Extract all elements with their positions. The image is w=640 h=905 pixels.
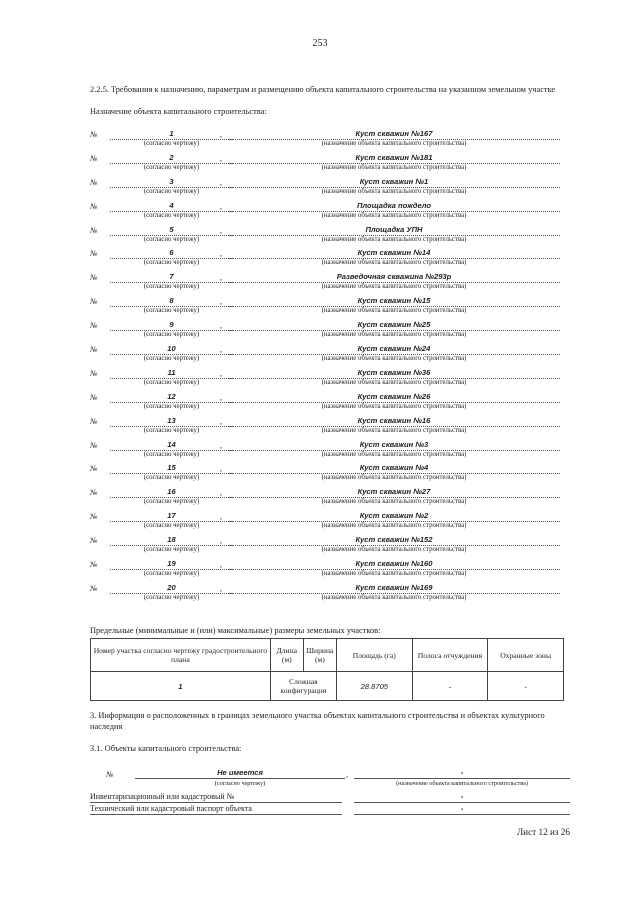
object-purpose: Куст скважин №25 xyxy=(228,320,560,331)
object-row xyxy=(90,127,560,151)
field-inventory-number xyxy=(90,792,570,803)
object-number: 14 xyxy=(110,440,233,451)
object-number: 18 xyxy=(110,535,233,546)
object-comma: , xyxy=(220,249,222,259)
object-no-label: № xyxy=(90,153,98,163)
caption-drawing: (согласно чертежу) xyxy=(143,522,200,530)
caption-purpose: (назначение объекта капитального строительства) xyxy=(321,546,467,554)
field-label: Технический или кадастровый паспорт объекта xyxy=(90,804,342,815)
objects-list xyxy=(90,127,560,605)
caption-drawing: (согласно чертежу) xyxy=(143,474,200,482)
field-technical-passport xyxy=(90,804,570,815)
object-no-label: № xyxy=(90,225,98,235)
object-no-label: № xyxy=(90,440,98,450)
object-purpose: Куст скважин №4 xyxy=(228,463,560,474)
caption-drawing: (согласно чертежу) xyxy=(143,140,200,147)
object-row xyxy=(90,246,560,270)
capital-object-comma: , xyxy=(346,770,348,779)
caption-drawing: (согласно чертежу) xyxy=(143,331,200,339)
caption-drawing: (согласно чертежу) xyxy=(143,593,200,601)
object-comma: , xyxy=(220,392,222,402)
object-number: 20 xyxy=(110,583,233,594)
caption-drawing: (согласно чертежу) xyxy=(143,402,200,410)
object-no-label: № xyxy=(90,536,98,546)
object-purpose: Куст скважин №26 xyxy=(228,392,560,403)
caption-purpose: (назначение объекта капитального строительства) xyxy=(321,187,467,195)
caption-purpose: (назначение объекта капитального строительства) xyxy=(321,570,467,578)
caption-purpose: (назначение объекта капитального строительства) xyxy=(321,235,467,243)
object-comma: , xyxy=(220,225,222,235)
object-number: 13 xyxy=(110,416,233,427)
object-row xyxy=(90,461,560,485)
sizes-data-row xyxy=(91,672,564,701)
object-row xyxy=(90,223,560,247)
caption-purpose: (назначение объекта капитального строительства) xyxy=(321,593,467,601)
object-row xyxy=(90,366,560,390)
object-number: 7 xyxy=(110,272,233,283)
object-no-label: № xyxy=(90,345,98,355)
object-row xyxy=(90,175,560,199)
caption-purpose: (назначение объекта капитального строительства) xyxy=(321,474,467,482)
info-heading: 3. Информация о расположенных в границах земельного участка объектах капитального строительства и объектах культурного наследия xyxy=(90,711,545,731)
object-number: 2 xyxy=(110,153,233,164)
caption-drawing: (согласно чертежу) xyxy=(143,450,200,458)
header-length: Длина (м) xyxy=(270,639,303,672)
object-comma: , xyxy=(220,536,222,546)
object-purpose: Куст скважин №160 xyxy=(228,559,560,570)
object-comma: , xyxy=(220,345,222,355)
object-comma: , xyxy=(220,512,222,522)
caption-drawing: (согласно чертежу) xyxy=(143,355,200,363)
caption-drawing: (согласно чертежу) xyxy=(143,259,200,267)
object-no-label: № xyxy=(90,201,98,211)
caption-drawing: (согласно чертежу) xyxy=(143,498,200,506)
object-number: 4 xyxy=(110,201,233,212)
object-comma: , xyxy=(220,201,222,211)
object-comma: , xyxy=(220,153,222,163)
caption-purpose: (назначение объекта капитального строительства) xyxy=(321,355,467,363)
object-purpose: Разведочная скважина №293р xyxy=(228,272,560,283)
object-comma: , xyxy=(220,416,222,426)
header-strip: Полоса отчуждения xyxy=(412,639,488,672)
capital-object-no: № xyxy=(106,770,114,779)
object-number: 1 xyxy=(110,129,233,140)
object-no-label: № xyxy=(90,177,98,187)
sizes-table xyxy=(90,638,564,701)
object-row xyxy=(90,533,560,557)
object-number: 5 xyxy=(110,225,233,236)
sizes-header-row xyxy=(91,639,564,672)
object-no-label: № xyxy=(90,321,98,331)
object-number: 6 xyxy=(110,248,233,259)
object-no-label: № xyxy=(90,512,98,522)
caption-purpose: (назначение объекта капитального строительства) xyxy=(321,283,467,291)
caption-purpose: (назначение объекта капитального строительства) xyxy=(321,331,467,339)
object-row xyxy=(90,581,560,605)
object-purpose: Куст скважин №3 xyxy=(228,440,560,451)
caption-drawing: (согласно чертежу) xyxy=(143,187,200,195)
caption-drawing: (согласно чертежу) xyxy=(143,570,200,578)
caption-purpose: (назначение объекта капитального строительства) xyxy=(321,402,467,410)
section-heading: 2.2.5. Требования к назначению, параметрам и размещению объекта капитального строительства на указанном земельном участке xyxy=(90,85,556,94)
object-no-label: № xyxy=(90,560,98,570)
capital-object xyxy=(90,766,570,790)
object-no-label: № xyxy=(90,368,98,378)
caption-purpose: (назначение объекта капитального строительства) xyxy=(321,211,467,219)
caption-purpose: (назначение объекта капитального строительства) xyxy=(321,522,467,530)
caption-purpose: (назначение объекта капитального строительства) xyxy=(321,378,467,386)
object-comma: , xyxy=(220,488,222,498)
object-number: 17 xyxy=(110,511,233,522)
purpose-heading: Назначение объекта капитального строительства: xyxy=(90,107,267,116)
object-row xyxy=(90,414,560,438)
object-purpose: Куст скважин №2 xyxy=(228,511,560,522)
object-number: 16 xyxy=(110,487,233,498)
object-no-label: № xyxy=(90,416,98,426)
object-no-label: № xyxy=(90,273,98,283)
object-no-label: № xyxy=(90,488,98,498)
object-purpose: Куст скважин №16 xyxy=(228,416,560,427)
object-purpose: Куст скважин №1 xyxy=(228,177,560,188)
object-number: 12 xyxy=(110,392,233,403)
capital-object-num: Не имеется xyxy=(135,768,345,779)
object-comma: , xyxy=(220,297,222,307)
field-value: - xyxy=(354,792,570,803)
capital-object-name: - xyxy=(354,768,570,779)
caption-purpose: (назначение объекта капитального строительства) xyxy=(321,450,467,458)
sheet-footer: Лист 12 из 26 xyxy=(516,827,570,837)
object-comma: , xyxy=(220,130,222,139)
caption-drawing: (согласно чертежу) xyxy=(143,235,200,243)
header-plot-number: Номер участка согласно чертежу градостроительного плана xyxy=(91,639,271,672)
capital-heading: 3.1. Объекты капитального строительства: xyxy=(90,744,242,753)
cell-area: 28.8705 xyxy=(336,672,412,701)
object-comma: , xyxy=(220,273,222,283)
object-number: 9 xyxy=(110,320,233,331)
object-comma: , xyxy=(220,560,222,570)
capital-caption-drawing: (согласно чертежу) xyxy=(214,780,266,787)
sizes-title: Предельные (минимальные и (или) максимальные) размеры земельных участков: xyxy=(90,626,381,635)
object-row xyxy=(90,438,560,462)
caption-drawing: (согласно чертежу) xyxy=(143,307,200,315)
caption-purpose: (назначение объекта капитального строительства) xyxy=(321,259,467,267)
object-number: 11 xyxy=(110,368,233,379)
caption-purpose: (назначение объекта капитального строительства) xyxy=(321,163,467,171)
caption-purpose: (назначение объекта капитального строительства) xyxy=(321,140,467,147)
object-row xyxy=(90,270,560,294)
cell-shape: Сложная конфигурация xyxy=(270,672,336,701)
object-purpose: Куст скважин №169 xyxy=(228,583,560,594)
page-number: 253 xyxy=(312,38,328,49)
cell-plot-number: 1 xyxy=(91,672,271,701)
header-zones: Охранные зоны xyxy=(488,639,564,672)
object-no-label: № xyxy=(90,249,98,259)
caption-drawing: (согласно чертежу) xyxy=(143,163,200,171)
object-row xyxy=(90,509,560,533)
object-purpose: Куст скважин №24 xyxy=(228,344,560,355)
field-label: Инвентаризационный или кадастровый № xyxy=(90,792,342,803)
caption-drawing: (согласно чертежу) xyxy=(143,211,200,219)
object-purpose: Куст скважин №27 xyxy=(228,487,560,498)
object-no-label: № xyxy=(90,130,98,139)
object-purpose: Куст скважин №14 xyxy=(228,248,560,259)
header-area: Площадь (га) xyxy=(336,639,412,672)
caption-purpose: (назначение объекта капитального строительства) xyxy=(321,307,467,315)
object-row xyxy=(90,151,560,175)
object-number: 10 xyxy=(110,344,233,355)
object-number: 15 xyxy=(110,463,233,474)
caption-purpose: (назначение объекта капитального строительства) xyxy=(321,426,467,434)
object-purpose: Площадка УПН xyxy=(228,225,560,236)
object-no-label: № xyxy=(90,464,98,474)
object-purpose: Куст скважин №181 xyxy=(228,153,560,164)
caption-drawing: (согласно чертежу) xyxy=(143,378,200,386)
object-no-label: № xyxy=(90,297,98,307)
object-purpose: Куст скважин №152 xyxy=(228,535,560,546)
object-comma: , xyxy=(220,583,222,593)
header-width: Ширина (м) xyxy=(303,639,336,672)
capital-caption-purpose: (назначение объекта капитального строительства) xyxy=(396,780,528,787)
object-row xyxy=(90,199,560,223)
object-comma: , xyxy=(220,368,222,378)
object-comma: , xyxy=(220,440,222,450)
object-row xyxy=(90,342,560,366)
object-number: 19 xyxy=(110,559,233,570)
caption-drawing: (согласно чертежу) xyxy=(143,283,200,291)
object-comma: , xyxy=(220,177,222,187)
object-row xyxy=(90,557,560,581)
object-comma: , xyxy=(220,464,222,474)
object-row xyxy=(90,294,560,318)
object-row xyxy=(90,485,560,509)
caption-drawing: (согласно чертежу) xyxy=(143,426,200,434)
object-row xyxy=(90,390,560,414)
cell-zones: - xyxy=(488,672,564,701)
object-purpose: Площадка пождело xyxy=(228,201,560,212)
object-number: 8 xyxy=(110,296,233,307)
caption-drawing: (согласно чертежу) xyxy=(143,546,200,554)
object-no-label: № xyxy=(90,392,98,402)
object-purpose: Куст скважин №36 xyxy=(228,368,560,379)
cell-strip: - xyxy=(412,672,488,701)
object-row xyxy=(90,318,560,342)
caption-purpose: (назначение объекта капитального строительства) xyxy=(321,498,467,506)
object-purpose: Куст скважин №167 xyxy=(228,129,560,140)
object-comma: , xyxy=(220,321,222,331)
field-value: - xyxy=(354,804,570,815)
object-purpose: Куст скважин №15 xyxy=(228,296,560,307)
object-number: 3 xyxy=(110,177,233,188)
object-no-label: № xyxy=(90,583,98,593)
